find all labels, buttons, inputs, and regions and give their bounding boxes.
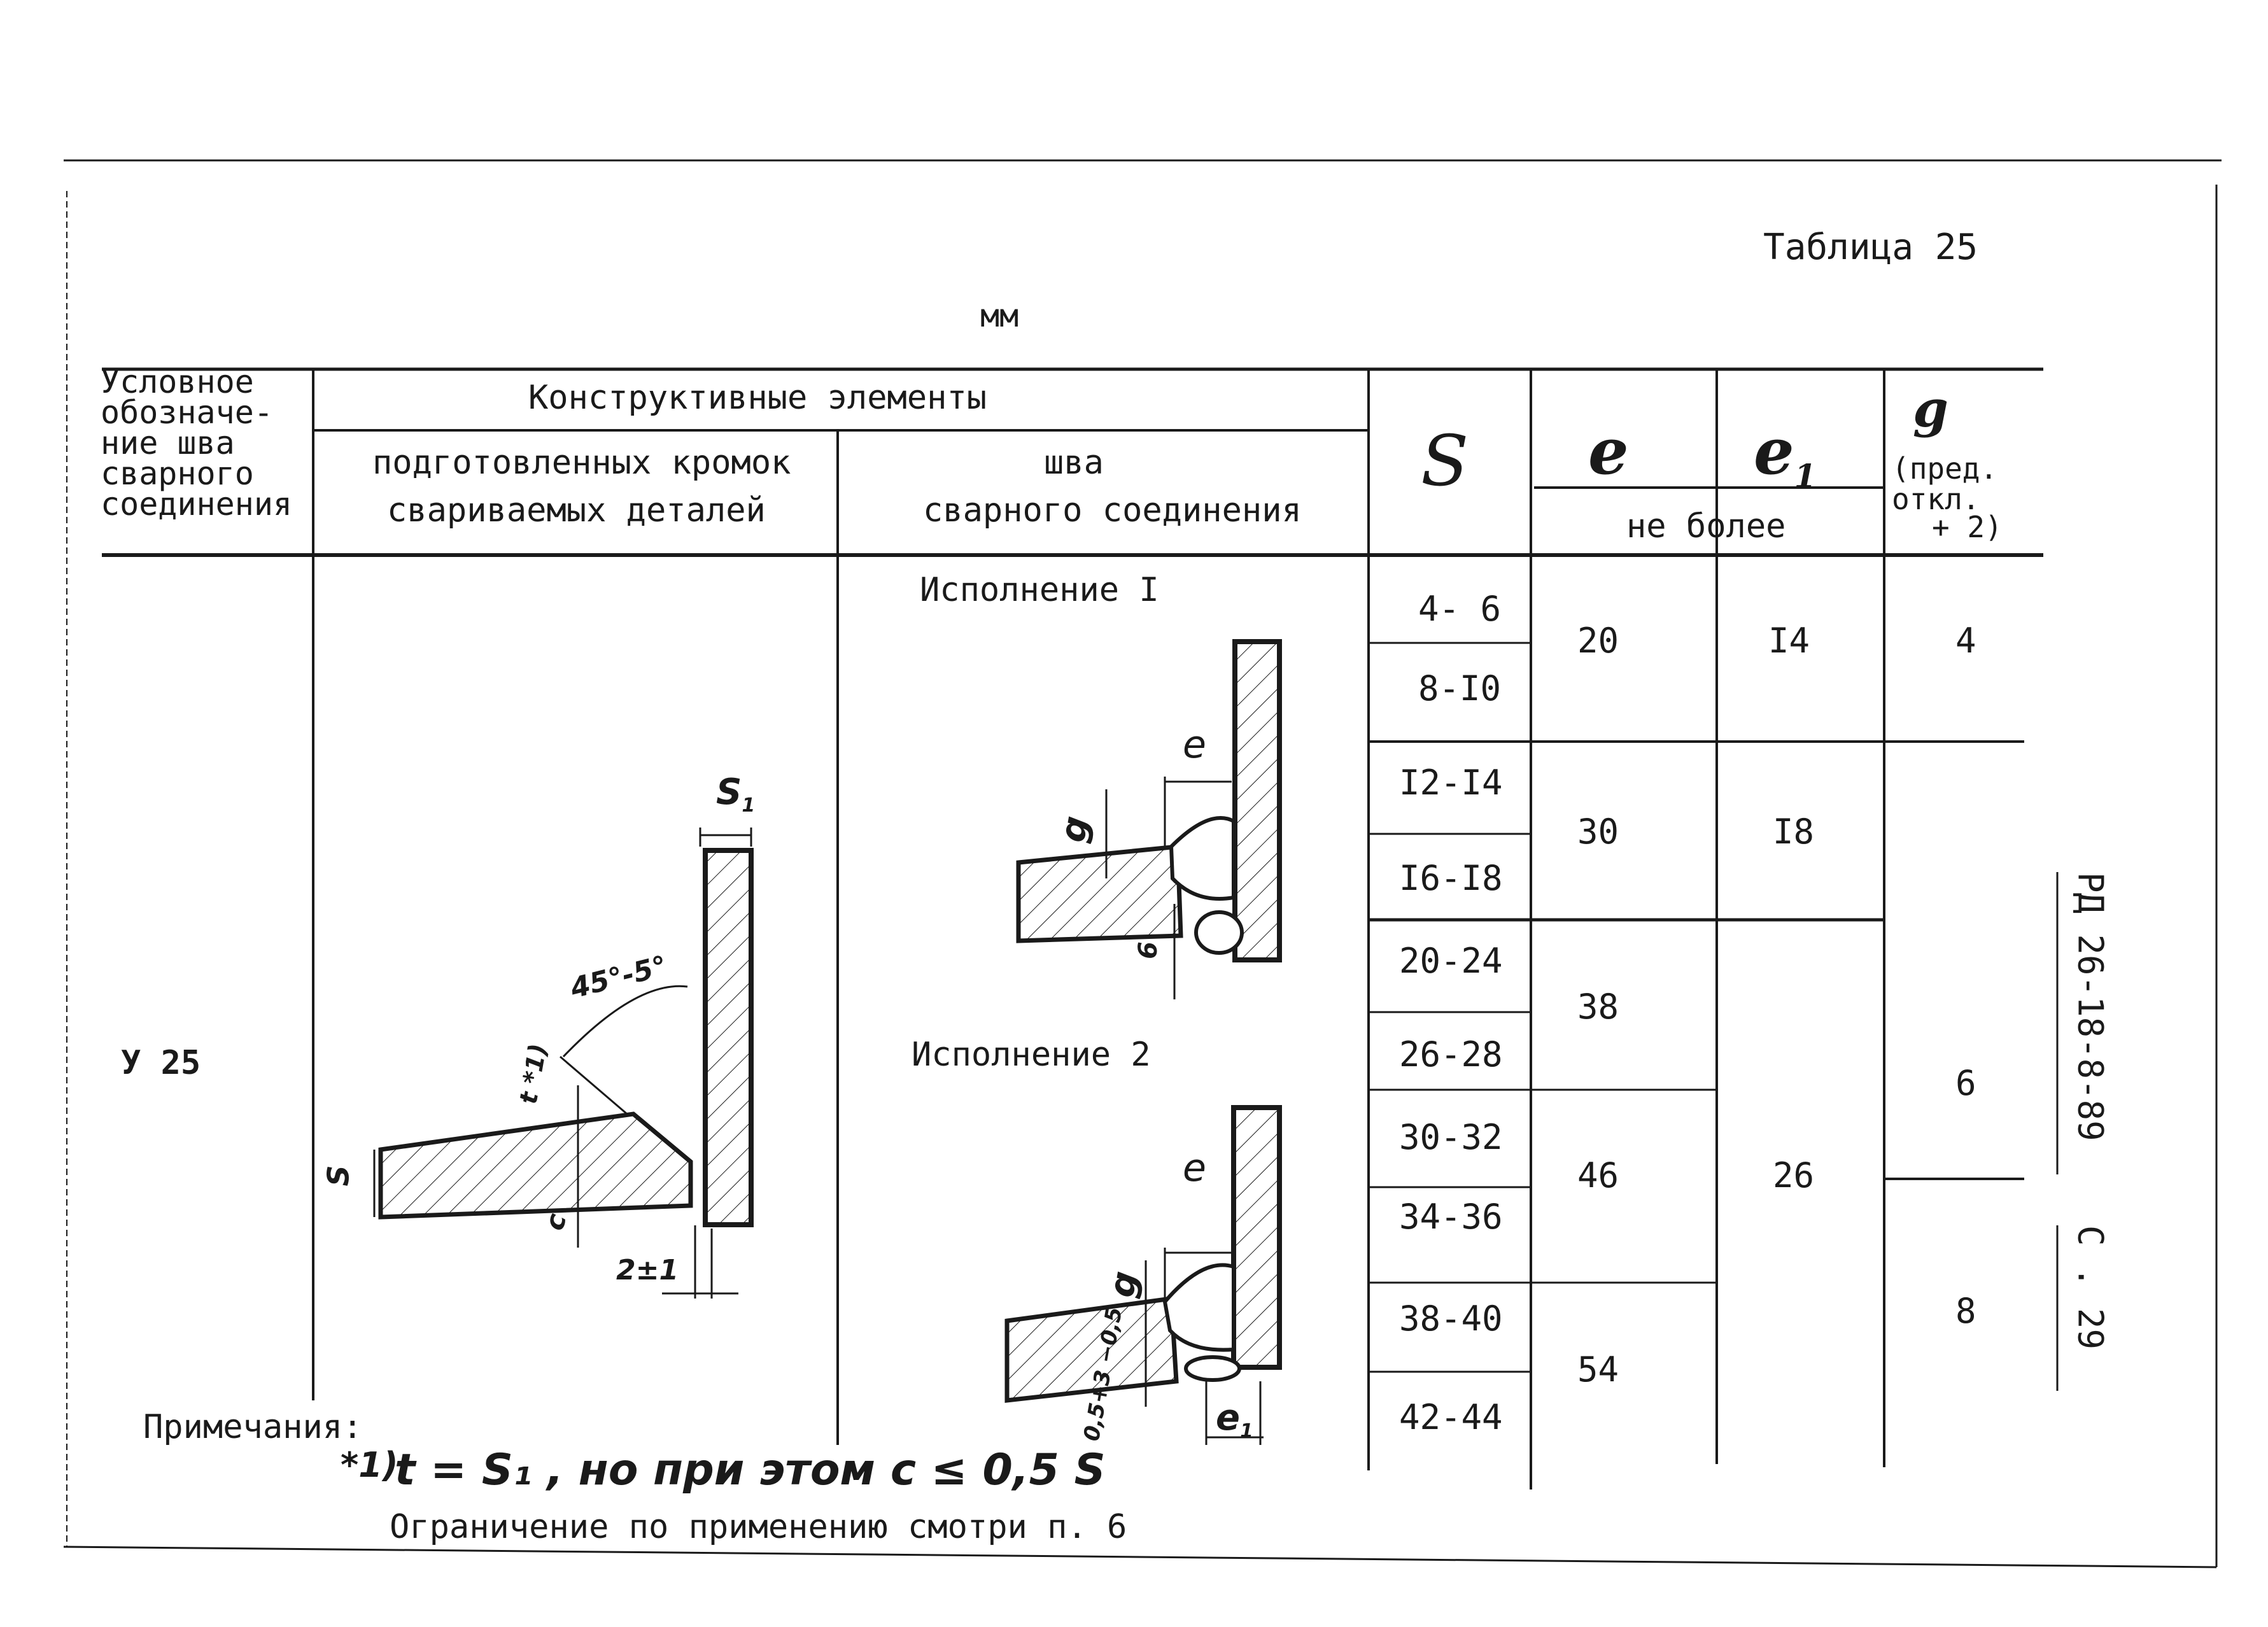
designation-value: У 25	[121, 1044, 201, 1082]
s-row-7: 30-32	[1399, 1117, 1503, 1157]
s-row-4: I6-I8	[1399, 858, 1503, 898]
s-row-2: 8-I0	[1418, 668, 1502, 708]
units-label: мм	[980, 297, 1019, 334]
prepared-edges-header-line1: подготовленных кромок	[372, 444, 791, 482]
label-e-variant2: e	[1183, 1146, 1206, 1190]
e-value-4: 46	[1577, 1155, 1619, 1195]
label-s1: $S_1$	[716, 771, 756, 817]
label-g-variant2: g	[1101, 1268, 1146, 1300]
e1-value-3: 26	[1773, 1155, 1815, 1195]
label-g-variant1: g	[1052, 813, 1097, 845]
designation-header: Условное обозначе- ние шва сварного соединения	[101, 363, 293, 523]
s-row-9: 38-40	[1399, 1299, 1503, 1339]
s-row-1: 4- 6	[1418, 589, 1502, 629]
s-row-5: 20-24	[1399, 941, 1503, 981]
col-g-note1: (пред.	[1892, 451, 1998, 486]
label-s: S	[321, 1165, 356, 1187]
s-row-10: 42-44	[1399, 1397, 1503, 1437]
col-g-note3: + 2)	[1932, 510, 2003, 544]
e1-value-2: I8	[1773, 812, 1815, 852]
e-value-1: 20	[1577, 621, 1619, 661]
label-6: 6	[1133, 941, 1163, 959]
constructive-elements-header: Конструктивные элементы	[528, 379, 987, 417]
col-s-header: S	[1421, 420, 1469, 502]
variant-2-label: Исполнение 2	[912, 1036, 1151, 1074]
e1-value-1: I4	[1768, 621, 1810, 661]
g-value-3: 8	[1955, 1291, 1976, 1331]
col-g-note2: откл.	[1892, 482, 1980, 516]
col-e-header: e	[1588, 414, 1629, 489]
col-g-header: g	[1913, 379, 1948, 439]
document-code: РД 26-18-8-89	[2070, 872, 2111, 1141]
prepared-edges-header-line2: свариваемых деталей	[387, 491, 766, 530]
table-title: Таблица 25	[1763, 227, 1978, 268]
label-t: t *1)	[514, 1041, 553, 1106]
g-value-2: 6	[1955, 1063, 1976, 1103]
label-e-variant1: e	[1183, 722, 1206, 767]
e-value-2: 30	[1577, 812, 1619, 852]
label-c: c	[538, 1210, 573, 1234]
s-row-3: I2-I4	[1399, 763, 1503, 803]
s-row-6: 26-28	[1399, 1034, 1503, 1074]
col-e1-header: $e_1$	[1754, 414, 1817, 495]
g-value-1: 4	[1955, 621, 1976, 661]
e-value-3: 38	[1577, 987, 1619, 1027]
label-angle: 45°-5°	[567, 950, 670, 1005]
notes-marker: *1)	[341, 1445, 398, 1485]
variant-1-label: Исполнение I	[920, 571, 1159, 609]
notes-title: Примечания:	[143, 1408, 363, 1446]
label-tolerance: 0,5+3 −0,5	[1079, 1305, 1128, 1443]
label-gap: 2±1	[616, 1254, 679, 1286]
notes-formula: t = S₁ , но при этом c ≤ 0,5 S	[395, 1445, 1106, 1495]
s-row-8: 34-36	[1399, 1197, 1503, 1237]
seam-header-line2: сварного соединения	[923, 491, 1302, 530]
e-value-5: 54	[1577, 1349, 1619, 1390]
seam-header-line1: шва	[1044, 444, 1104, 482]
notes-restriction: Ограничение по применению смотри п. 6	[390, 1508, 1127, 1546]
page-number: С . 29	[2070, 1225, 2111, 1350]
not-more-label: не более	[1626, 507, 1786, 546]
label-e1: $e_1$	[1216, 1397, 1253, 1443]
